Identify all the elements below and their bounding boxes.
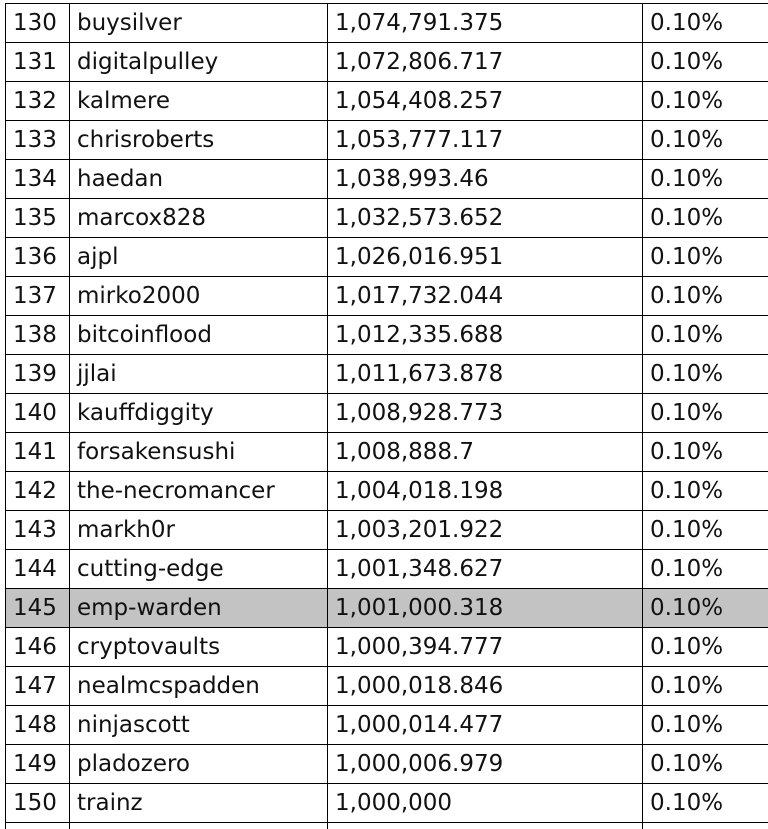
table-row (6, 784, 768, 823)
username-cell: chrisroberts (70, 121, 328, 160)
rank-cell: 134 (6, 160, 70, 199)
amount-cell: 1,001,000.318 (328, 589, 643, 628)
rank-cell: 136 (6, 238, 70, 277)
table-row (6, 589, 768, 628)
amount-cell: 1,008,888.7 (328, 433, 643, 472)
amount-cell: 1,074,791.375 (328, 4, 643, 43)
table-row (6, 199, 768, 238)
table-row (6, 355, 768, 394)
username-cell: ajpl (70, 238, 328, 277)
amount-cell: 1,004,018.198 (328, 472, 643, 511)
share-cell: 0.10% (643, 238, 768, 277)
share-cell: 0.10% (643, 784, 768, 823)
table-row (6, 472, 768, 511)
share-cell: 0.10% (643, 745, 768, 784)
share-cell: 0.10% (643, 433, 768, 472)
table-row (6, 160, 768, 199)
share-cell: 0.10% (643, 589, 768, 628)
table-row (6, 394, 768, 433)
partial-cell (70, 823, 328, 829)
username-cell: nealmcspadden (70, 667, 328, 706)
share-cell: 0.10% (643, 121, 768, 160)
share-cell: 0.10% (643, 199, 768, 238)
username-cell: markh0r (70, 511, 328, 550)
table-row (6, 277, 768, 316)
username-cell: bitcoinflood (70, 316, 328, 355)
table-row (6, 745, 768, 784)
amount-cell: 1,011,673.878 (328, 355, 643, 394)
username-cell: cryptovaults (70, 628, 328, 667)
username-cell: jjlai (70, 355, 328, 394)
table-row (6, 511, 768, 550)
amount-cell: 1,012,335.688 (328, 316, 643, 355)
amount-cell: 1,003,201.922 (328, 511, 643, 550)
username-cell: kauffdiggity (70, 394, 328, 433)
partial-cell (643, 823, 768, 829)
username-cell: digitalpulley (70, 43, 328, 82)
username-cell: kalmere (70, 82, 328, 121)
rank-cell: 130 (6, 4, 70, 43)
share-cell: 0.10% (643, 550, 768, 589)
amount-cell: 1,032,573.652 (328, 199, 643, 238)
rank-cell: 140 (6, 394, 70, 433)
username-cell: forsakensushi (70, 433, 328, 472)
share-cell: 0.10% (643, 706, 768, 745)
username-cell: pladozero (70, 745, 328, 784)
username-cell: ninjascott (70, 706, 328, 745)
table-row (6, 121, 768, 160)
rank-cell: 132 (6, 82, 70, 121)
username-cell: trainz (70, 784, 328, 823)
username-cell: cutting-edge (70, 550, 328, 589)
rank-cell: 135 (6, 199, 70, 238)
amount-cell: 1,001,348.627 (328, 550, 643, 589)
share-cell: 0.10% (643, 394, 768, 433)
amount-cell: 1,000,394.777 (328, 628, 643, 667)
amount-cell: 1,072,806.717 (328, 43, 643, 82)
rank-cell: 147 (6, 667, 70, 706)
amount-cell: 1,053,777.117 (328, 121, 643, 160)
share-cell: 0.10% (643, 43, 768, 82)
username-cell: buysilver (70, 4, 328, 43)
table-row (6, 433, 768, 472)
ranking-table (5, 3, 768, 829)
partial-cell (6, 823, 70, 829)
username-cell: emp-warden (70, 589, 328, 628)
table-row (6, 82, 768, 121)
table-row (6, 43, 768, 82)
table-row (6, 628, 768, 667)
table-row (6, 4, 768, 43)
share-cell: 0.10% (643, 472, 768, 511)
rank-cell: 142 (6, 472, 70, 511)
table-row (6, 706, 768, 745)
table-row (6, 550, 768, 589)
rank-cell: 144 (6, 550, 70, 589)
rank-cell: 131 (6, 43, 70, 82)
table-row (6, 238, 768, 277)
username-cell: marcox828 (70, 199, 328, 238)
share-cell: 0.10% (643, 4, 768, 43)
amount-cell: 1,000,006.979 (328, 745, 643, 784)
share-cell: 0.10% (643, 355, 768, 394)
rank-cell: 143 (6, 511, 70, 550)
table-row (6, 316, 768, 355)
amount-cell: 1,008,928.773 (328, 394, 643, 433)
username-cell: haedan (70, 160, 328, 199)
table-row (6, 667, 768, 706)
share-cell: 0.10% (643, 628, 768, 667)
amount-cell: 1,026,016.951 (328, 238, 643, 277)
share-cell: 0.10% (643, 82, 768, 121)
amount-cell: 1,000,014.477 (328, 706, 643, 745)
share-cell: 0.10% (643, 277, 768, 316)
rank-cell: 138 (6, 316, 70, 355)
share-cell: 0.10% (643, 160, 768, 199)
table-body (6, 4, 768, 829)
partial-cell (328, 823, 643, 829)
share-cell: 0.10% (643, 316, 768, 355)
rank-cell: 150 (6, 784, 70, 823)
rank-cell: 149 (6, 745, 70, 784)
share-cell: 0.10% (643, 667, 768, 706)
rank-cell: 139 (6, 355, 70, 394)
rank-cell: 141 (6, 433, 70, 472)
rank-cell: 146 (6, 628, 70, 667)
rank-cell: 145 (6, 589, 70, 628)
rank-cell: 133 (6, 121, 70, 160)
amount-cell: 1,038,993.46 (328, 160, 643, 199)
amount-cell: 1,000,018.846 (328, 667, 643, 706)
amount-cell: 1,054,408.257 (328, 82, 643, 121)
share-cell: 0.10% (643, 511, 768, 550)
username-cell: the-necromancer (70, 472, 328, 511)
rank-cell: 137 (6, 277, 70, 316)
amount-cell: 1,000,000 (328, 784, 643, 823)
table-row-partial (6, 823, 768, 829)
amount-cell: 1,017,732.044 (328, 277, 643, 316)
rank-cell: 148 (6, 706, 70, 745)
username-cell: mirko2000 (70, 277, 328, 316)
